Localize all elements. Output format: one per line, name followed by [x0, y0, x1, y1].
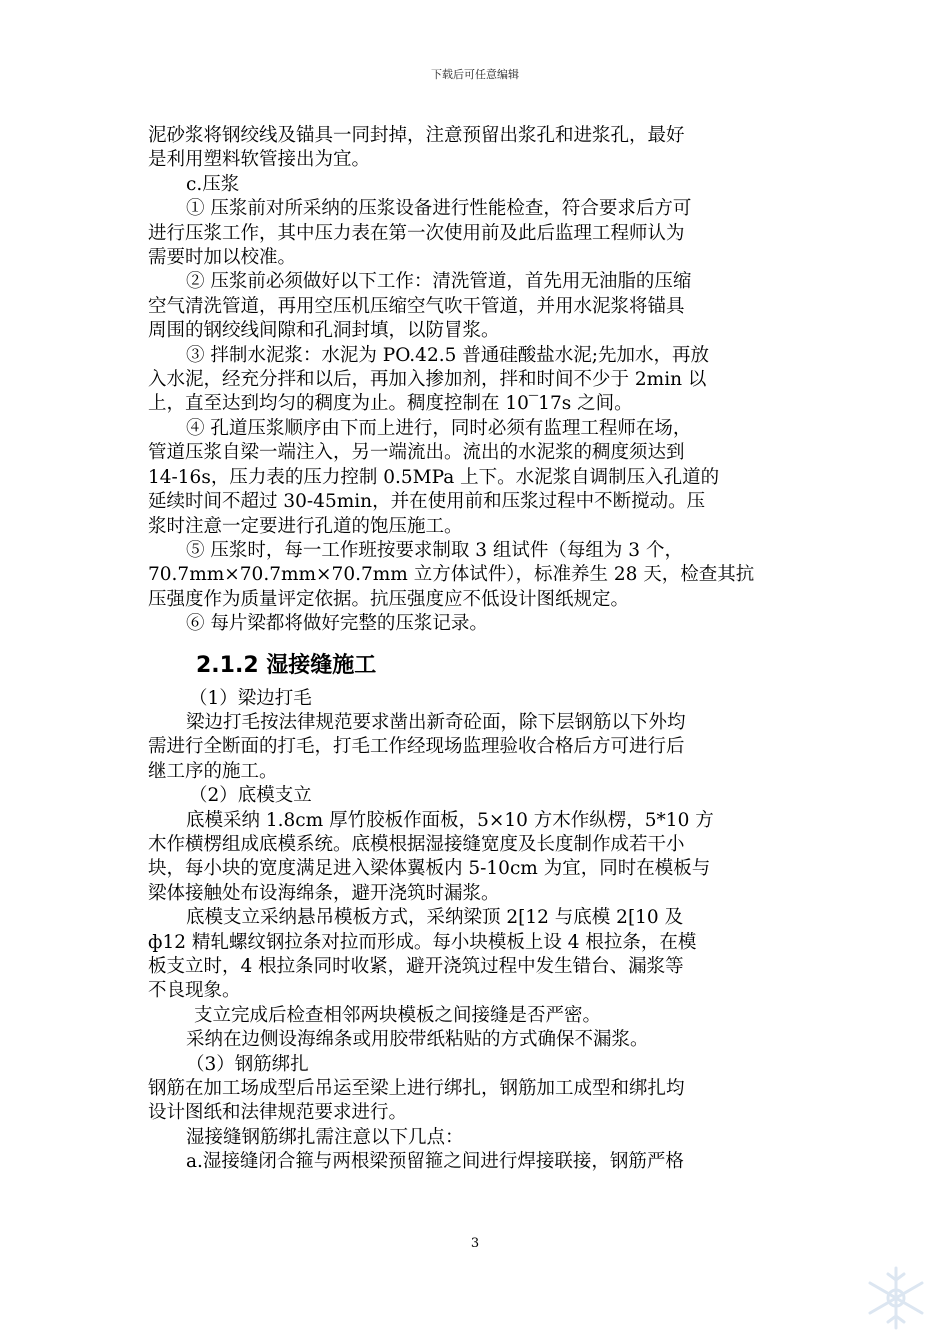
page-number: 3	[470, 1236, 480, 1251]
text-line: ⑤ 压浆时，每一工作班按要求制取 3 组试件（每组为 3 个，	[186, 539, 683, 561]
text-line: c.压浆	[186, 173, 240, 195]
text-line: （2）底模支立	[189, 785, 312, 807]
section-grouting	[148, 124, 808, 637]
text-line: ф12 精轧螺纹钢拉条对拉而形成。每小块模板上设 4 根拉条，在模	[148, 931, 697, 953]
text-line: 钢筋在加工场成型后吊运至梁上进行绑扎，钢筋加工成型和绑扎均	[148, 1078, 685, 1100]
text-line: 继工序的施工。	[148, 760, 278, 782]
text-line: 14-16s，压力表的压力控制 0.5MPa 上下。水泥浆自调制压入孔道的	[148, 466, 720, 488]
text-line: 空气清洗管道，再用空压机压缩空气吹干管道，并用水泥浆将锚具	[148, 295, 685, 317]
text-line: a.湿接缝闭合箍与两根梁预留箍之间进行焊接联接，钢筋严格	[186, 1151, 684, 1173]
text-line: （3）钢筋绑扎	[186, 1053, 309, 1075]
text-line: 湿接缝钢筋绑扎需注意以下几点：	[186, 1126, 464, 1148]
text-line: 进行压浆工作，其中压力表在第一次使用前及此后监理工程师认为	[148, 222, 685, 244]
text-line: 支立完成后检查相邻两块模板之间接缝是否严密。	[194, 1004, 602, 1026]
text-line: 设计图纸和法律规范要求进行。	[148, 1102, 408, 1124]
text-line: 需要时加以校准。	[148, 247, 297, 269]
text-line: 块，每小块的宽度满足进入梁体翼板内 5-10cm 为宜，同时在模板与	[148, 858, 711, 880]
text-line: 不良现象。	[148, 980, 241, 1002]
text-line: 上，直至达到均匀的稠度为止。稠度控制在 10‾17s 之间。	[148, 393, 633, 415]
text-line: ① 压浆前对所采纳的压浆设备进行性能检查，符合要求后方可	[186, 198, 692, 220]
text-line: 70.7mm×70.7mm×70.7mm 立方体试件），标准养生 28 天，检查其抗	[148, 564, 755, 586]
text-line: 底模采纳 1.8cm 厚竹胶板作面板，5×10 方木作纵楞，5*10 方	[186, 809, 714, 831]
text-line: 底模支立采纳悬吊模板方式，采纳梁顶 2[12 与底模 2[10 及	[186, 907, 684, 929]
section-heading: 2.1.2 湿接缝施工	[196, 652, 377, 678]
text-line: 周围的钢绞线间隙和孔洞封填，以防冒浆。	[148, 320, 500, 342]
text-line: 浆时注意一定要进行孔道的饱压施工。	[148, 515, 463, 537]
text-line: 梁边打毛按法律规范要求凿出新奇砼面，除下层钢筋以下外均	[186, 711, 686, 733]
text-line: 梁体接触处布设海绵条，避开浇筑时漏浆。	[148, 882, 500, 904]
text-line: 泥砂浆将钢绞线及锚具一同封掉，注意预留出浆孔和进浆孔，最好	[148, 125, 685, 146]
text-line: 采纳在边侧设海绵条或用胶带纸粘贴的方式确保不漏浆。	[186, 1029, 649, 1051]
page-header: 下载后可任意编辑	[431, 68, 519, 81]
text-line: ④ 孔道压浆顺序由下而上进行，同时必须有监理工程师在场，	[186, 417, 692, 439]
document-body	[148, 124, 808, 1175]
text-line: 板支立时，4 根拉条同时收紧，避开浇筑过程中发生错台、漏浆等	[148, 956, 684, 977]
section-wet-joint	[148, 687, 808, 1175]
text-line: 是利用塑料软管接出为宜。	[148, 149, 371, 171]
text-line: 压强度作为质量评定依据。抗压强度应不低设计图纸规定。	[148, 588, 630, 610]
text-line: 管道压浆自梁一端注入，另一端流出。流出的水泥浆的稠度须达到	[148, 442, 685, 464]
text-line: 延续时间不超过 30-45min，并在使用前和压浆过程中不断搅动。压	[148, 491, 706, 513]
text-line: 入水泥，经充分拌和以后，再加入掺加剂，拌和时间不少于 2min 以	[148, 369, 707, 391]
snowflake-icon	[860, 1262, 932, 1334]
text-line: ⑥ 每片梁都将做好完整的压浆记录。	[186, 613, 488, 635]
text-line: 木作横楞组成底模系统。底模根据湿接缝宽度及长度制作成若干小	[148, 833, 685, 855]
text-line: 需进行全断面的打毛，打毛工作经现场监理验收合格后方可进行后	[148, 736, 685, 758]
text-line: ③ 拌制水泥浆：水泥为 PO.42.5 普通硅酸盐水泥;先加水，再放	[186, 344, 709, 366]
text-line: ② 压浆前必须做好以下工作：清洗管道，首先用无油脂的压缩	[186, 271, 692, 293]
text-line: （1）梁边打毛	[189, 687, 312, 709]
